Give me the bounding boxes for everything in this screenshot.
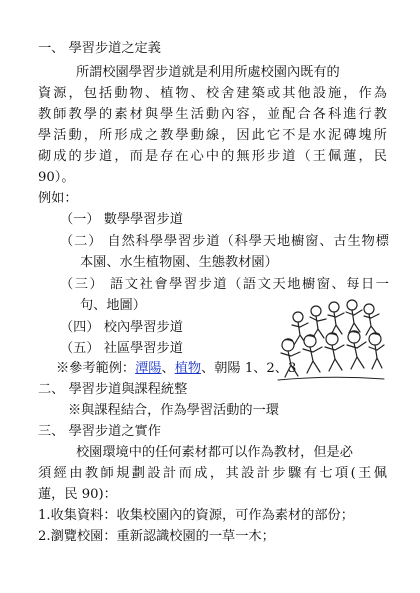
list-item-4: （四） 校內學習步道 — [60, 320, 183, 335]
reference-suffix: 、朝陽 1、2、3 — [201, 361, 297, 376]
step-1: 1.收集資料：收集校園內的資源，可作為素材的部份； — [38, 508, 354, 523]
link-plants[interactable]: 植物 — [174, 361, 202, 376]
link-tanyang[interactable]: 潭陽 — [135, 361, 162, 376]
list-item-3-cont: 句、地圖） — [80, 298, 146, 313]
s1-para-line-3: 教師教學的素材與學生活動內容，並配合各科進行教 — [38, 107, 387, 122]
step-2: 2.瀏覽校園：重新認識校園的一草一木； — [38, 529, 275, 544]
s1-para-line-1: 所謂校園學習步道就是利用所處校園內既有的 — [76, 65, 340, 80]
section-1-heading: 一、 學習步道之定義 — [38, 41, 161, 56]
list-item-1: （一） 數學學習步道 — [60, 212, 183, 227]
s3-para-line-3: 蓮，民 90)： — [38, 487, 117, 502]
list-item-5: （五） 社區學習步道 — [60, 341, 183, 356]
s1-para-line-2: 資源，包括動物、植物、校舍建築或其他設施，作為 — [38, 86, 387, 101]
s3-para-line-2: 須經由教師規劃設計而成，其設計步驟有七項(王佩 — [38, 466, 387, 481]
reference-prefix: ※參考範例： — [56, 361, 136, 376]
s1-para-line-5: 砌成的步道，而是存在心中的無形步道（王佩蓮，民 — [38, 149, 387, 164]
section-2-note: ※與課程結合，作為學習活動的一環 — [68, 403, 279, 418]
list-item-3: （三） 語文社會學習步道（語文天地櫥窗、每日一 — [60, 277, 389, 292]
list-item-2-cont: 本園、水生植物園、生態教材園） — [80, 255, 278, 270]
s1-para-line-4: 學活動，所形成之教學動線，因此它不是水泥磚塊所 — [38, 128, 387, 143]
s3-para-line-1: 校園環境中的任何素材都可以作為教材，但是必 — [76, 445, 353, 460]
children-running-illustration — [276, 295, 386, 383]
reference-sep: 、 — [161, 361, 175, 376]
s1-para-line-6: 90）。 — [38, 170, 75, 185]
example-label: 例如： — [38, 191, 78, 206]
section-2-heading: 二、 學習步道與課程統整 — [38, 382, 188, 397]
list-item-2: （二） 自然科學學習步道（科學天地櫥窗、古生物標 — [60, 234, 389, 249]
section-3-heading: 三、 學習步道之實作 — [38, 424, 161, 439]
reference-line — [56, 360, 296, 378]
